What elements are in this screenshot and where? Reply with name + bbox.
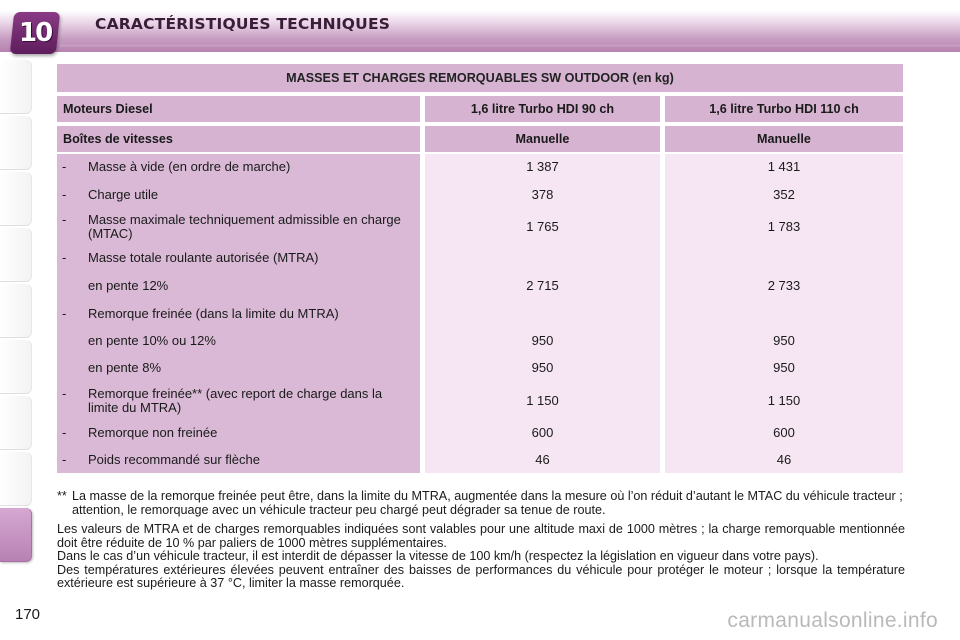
chapter-title: CARACTÉRISTIQUES TECHNIQUES: [95, 15, 391, 33]
table-cell: 46: [776, 452, 792, 467]
engine-1-header: 1,6 litre Turbo HDI 90 ch: [425, 96, 660, 122]
page-number: 170: [15, 606, 41, 623]
footnote-text: La masse de la remorque freinée peut être, dans la limite du MTRA, augmentée dans la mesure où l’on réduit d’autant le MTAC du véhicule tracteur ; attention, le remorquage avec un véhicule tracteur peu chargé peut dégrader sa tenue de route.: [72, 489, 903, 517]
chapter-number-badge: [10, 12, 60, 54]
side-tab[interactable]: [0, 172, 32, 226]
table-cell: 352: [773, 187, 795, 202]
side-tab-active[interactable]: [0, 508, 32, 562]
table-cell: 2 733: [767, 278, 801, 293]
engine-2-values-column: [665, 154, 903, 473]
table-cell: 600: [531, 425, 554, 440]
table-cell: 1 387: [526, 159, 559, 174]
table-cell: 1 431: [767, 159, 801, 174]
table-cell: 1 150: [526, 393, 559, 408]
labels-column: - Masse à vide (en ordre de marche) - Charge utile - Masse maximale techniquement admissible en charge (MTAC) - Masse totale roulante autorisée (MTRA) en pente 12% - Remorque freinée (dans la limite du MTRA) en pente 10% ou 12% en pente 8% - Remorque freinée** (avec report de charge dans la limite du MTRA) - Remorque non freinée - Poids recommandé sur flèche: [57, 154, 420, 473]
table-body: [57, 154, 903, 473]
side-tab[interactable]: [0, 452, 32, 506]
table-cell: 950: [773, 333, 795, 348]
table-cell: 950: [531, 333, 554, 348]
table-cell: 600: [773, 425, 795, 440]
side-tab[interactable]: [0, 116, 32, 170]
gearbox-label: Boîtes de vitesses: [57, 126, 420, 152]
table-cell: 378: [531, 187, 554, 202]
note-paragraph: Des températures extérieures élevées peuvent entraîner des baisses de performances du véhicule pour protéger le moteur ; lorsque la température extérieure est supérieure à 37 °C, limiter la masse remorquée.: [57, 562, 905, 590]
note-paragraph: Les valeurs de MTRA et de charges remorquables indiquées sont valables pour une altitude maxi de 1000 mètres ; la charge remorquable mentionnée doit être réduite de 10 % par paliers de 1000 mètres supplémentaires.: [57, 522, 905, 550]
engines-header-row: [57, 96, 903, 122]
note-paragraph: Dans le cas d’un véhicule tracteur, il est interdit de dépasser la vitesse de 100 km/h (respectez la législation en vigueur dans votre pays).: [57, 549, 819, 563]
table-cell: 2 715: [526, 278, 559, 293]
chapter-side-tabs: [0, 60, 34, 580]
engine-1-values-column: [425, 154, 660, 473]
gearbox-1: Manuelle: [425, 126, 660, 152]
engine-2-header: 1,6 litre Turbo HDI 110 ch: [665, 96, 903, 122]
footnote-marker: **: [57, 489, 67, 503]
side-tab[interactable]: [0, 284, 32, 338]
table-cell: 950: [531, 360, 554, 375]
table-cell: 950: [773, 360, 795, 375]
engines-label: Moteurs Diesel: [57, 96, 420, 122]
chapter-number: 10: [18, 18, 52, 48]
table-cell: 46: [535, 452, 550, 467]
table-title: MASSES ET CHARGES REMORQUABLES SW OUTDOOR (en kg): [57, 64, 903, 92]
side-tab[interactable]: [0, 396, 32, 450]
side-tab[interactable]: [0, 228, 32, 282]
table-cell: 1 765: [526, 219, 559, 234]
footnote: [57, 490, 905, 517]
watermark: carmanualsonline.info: [727, 609, 938, 632]
notes-block: [57, 523, 905, 591]
table-cell: 1 783: [767, 219, 801, 234]
gearbox-2: Manuelle: [665, 126, 903, 152]
table-cell: 1 150: [767, 393, 801, 408]
side-tab[interactable]: [0, 340, 32, 394]
side-tab[interactable]: [0, 60, 32, 114]
gearbox-header-row: [57, 126, 903, 152]
